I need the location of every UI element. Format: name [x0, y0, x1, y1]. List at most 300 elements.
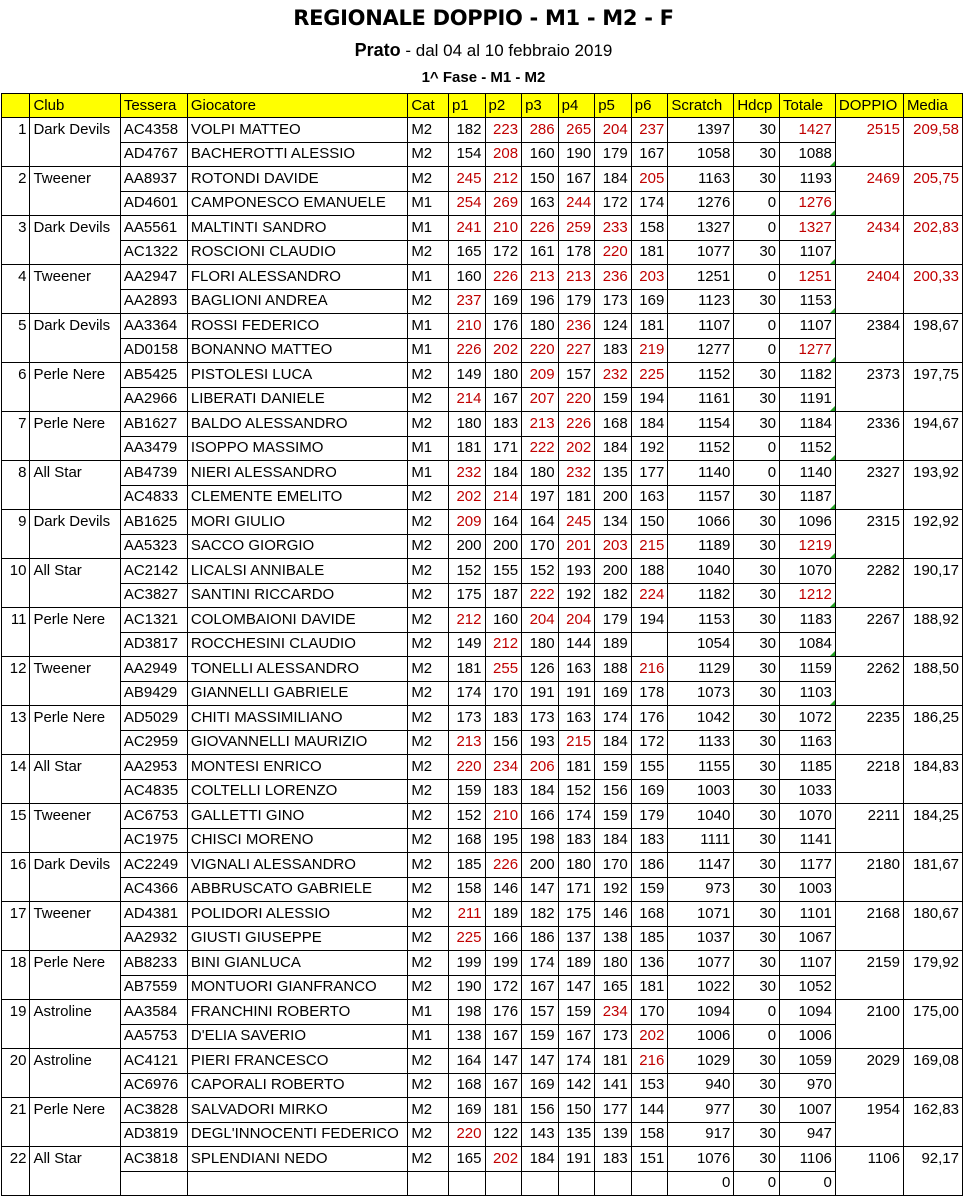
- header-doppio: DOPPIO: [835, 94, 903, 118]
- game-score-p5: 174: [595, 706, 632, 731]
- game-score-p1: 152: [448, 559, 485, 584]
- player-category: M2: [408, 510, 449, 535]
- team-media: [903, 1073, 962, 1098]
- game-score-p1: 164: [448, 1049, 485, 1074]
- player-totale: 1427: [780, 118, 836, 143]
- game-score-p6: 181: [631, 240, 668, 265]
- player-scratch: 1152: [668, 363, 734, 388]
- game-score-p2: 226: [485, 265, 522, 290]
- player-totale: 1184: [780, 412, 836, 437]
- team-media: 198,67: [903, 314, 962, 339]
- player-name: BACHEROTTI ALESSIO: [187, 142, 407, 167]
- game-score-p6: 205: [631, 167, 668, 192]
- game-score-p1: 169: [448, 1098, 485, 1123]
- player-totale: 1070: [780, 559, 836, 584]
- game-score-p1: 232: [448, 461, 485, 486]
- team-rank: 19: [2, 1000, 30, 1025]
- team-club: Perle Nere: [30, 412, 120, 437]
- player-totale: 1152: [780, 436, 836, 461]
- player-name: CAMPONESCO EMANUELE: [187, 191, 407, 216]
- game-score-p6: 202: [631, 1024, 668, 1049]
- game-score-p3: 166: [522, 804, 559, 829]
- game-score-p4: 220: [558, 387, 595, 412]
- table-row: [2, 706, 963, 731]
- team-rank: 8: [2, 461, 30, 486]
- player-hdcp: 0: [734, 216, 780, 241]
- player-totale: 1107: [780, 240, 836, 265]
- team-media: 179,92: [903, 951, 962, 976]
- player-tessera: AC3828: [120, 1098, 187, 1123]
- player-tessera: AC2249: [120, 853, 187, 878]
- player-totale: 1153: [780, 289, 836, 314]
- team-rank: [2, 534, 30, 559]
- player-category: M2: [408, 559, 449, 584]
- table-row: [2, 853, 963, 878]
- game-score-p1: 209: [448, 510, 485, 535]
- game-score-p5: 179: [595, 608, 632, 633]
- player-tessera: AB5425: [120, 363, 187, 388]
- team-rank: 21: [2, 1098, 30, 1123]
- game-score-p5: 184: [595, 828, 632, 853]
- player-hdcp: 0: [734, 265, 780, 290]
- game-score-p1: 159: [448, 779, 485, 804]
- player-scratch: 1276: [668, 191, 734, 216]
- game-score-p6: 150: [631, 510, 668, 535]
- player-category: M2: [408, 534, 449, 559]
- team-rank: [2, 1171, 30, 1196]
- player-tessera: AC4358: [120, 118, 187, 143]
- game-score-p1: 154: [448, 142, 485, 167]
- player-category: M2: [408, 1049, 449, 1074]
- header-rank: [2, 94, 30, 118]
- game-score-p4: 163: [558, 706, 595, 731]
- game-score-p4: 191: [558, 1147, 595, 1172]
- game-score-p2: 172: [485, 975, 522, 1000]
- player-name: VIGNALI ALESSANDRO: [187, 853, 407, 878]
- team-media: [903, 1171, 962, 1196]
- player-name: POLIDORI ALESSIO: [187, 902, 407, 927]
- game-score-p3: 180: [522, 461, 559, 486]
- player-totale: 1193: [780, 167, 836, 192]
- game-score-p3: 213: [522, 412, 559, 437]
- game-score-p4: 259: [558, 216, 595, 241]
- game-score-p2: 147: [485, 1049, 522, 1074]
- player-hdcp: 30: [734, 681, 780, 706]
- team-club: [30, 632, 120, 657]
- team-club: All Star: [30, 755, 120, 780]
- game-score-p1: 214: [448, 387, 485, 412]
- team-doppio: 2168: [835, 902, 903, 927]
- game-score-p6: [631, 632, 668, 657]
- game-score-p1: 220: [448, 1122, 485, 1147]
- player-hdcp: 0: [734, 436, 780, 461]
- player-category: M2: [408, 681, 449, 706]
- header-p1: p1: [448, 94, 485, 118]
- player-scratch: 1071: [668, 902, 734, 927]
- game-score-p4: 236: [558, 314, 595, 339]
- player-scratch: 1129: [668, 657, 734, 682]
- player-category: M2: [408, 289, 449, 314]
- player-tessera: AC6753: [120, 804, 187, 829]
- player-totale: 1277: [780, 338, 836, 363]
- game-score-p3: 186: [522, 926, 559, 951]
- team-doppio: 2336: [835, 412, 903, 437]
- team-club: [30, 338, 120, 363]
- player-category: M2: [408, 240, 449, 265]
- player-name: LIBERATI DANIELE: [187, 387, 407, 412]
- team-doppio: [835, 632, 903, 657]
- team-media: [903, 583, 962, 608]
- team-rank: 22: [2, 1147, 30, 1172]
- player-name: BONANNO MATTEO: [187, 338, 407, 363]
- game-score-p6: 219: [631, 338, 668, 363]
- game-score-p6: 174: [631, 191, 668, 216]
- table-row: [2, 314, 963, 339]
- team-media: [903, 828, 962, 853]
- game-score-p4: 201: [558, 534, 595, 559]
- player-tessera: AC2142: [120, 559, 187, 584]
- player-name: SPLENDIANI NEDO: [187, 1147, 407, 1172]
- team-doppio: [835, 681, 903, 706]
- game-score-p5: 173: [595, 289, 632, 314]
- team-doppio: 2218: [835, 755, 903, 780]
- team-club: All Star: [30, 559, 120, 584]
- player-totale: 1006: [780, 1024, 836, 1049]
- team-doppio: 2180: [835, 853, 903, 878]
- game-score-p2: 234: [485, 755, 522, 780]
- game-score-p5: 189: [595, 632, 632, 657]
- player-scratch: 1058: [668, 142, 734, 167]
- team-club: [30, 485, 120, 510]
- game-score-p5: 173: [595, 1024, 632, 1049]
- game-score-p4: 180: [558, 853, 595, 878]
- team-club: Dark Devils: [30, 853, 120, 878]
- team-media: 181,67: [903, 853, 962, 878]
- player-hdcp: 30: [734, 1049, 780, 1074]
- team-media: [903, 975, 962, 1000]
- team-doppio: 2404: [835, 265, 903, 290]
- player-hdcp: 0: [734, 314, 780, 339]
- game-score-p4: 142: [558, 1073, 595, 1098]
- player-totale: 1072: [780, 706, 836, 731]
- team-doppio: 1106: [835, 1147, 903, 1172]
- player-scratch: 1073: [668, 681, 734, 706]
- player-name: SACCO GIORGIO: [187, 534, 407, 559]
- player-scratch: 1077: [668, 240, 734, 265]
- game-score-p5: 170: [595, 853, 632, 878]
- player-name: MONTUORI GIANFRANCO: [187, 975, 407, 1000]
- player-scratch: 1040: [668, 559, 734, 584]
- player-scratch: 0: [668, 1171, 734, 1196]
- game-score-p6: 176: [631, 706, 668, 731]
- game-score-p6: 155: [631, 755, 668, 780]
- table-row: [2, 902, 963, 927]
- game-score-p6: 159: [631, 877, 668, 902]
- team-doppio: [835, 534, 903, 559]
- team-club: [30, 975, 120, 1000]
- player-category: M2: [408, 657, 449, 682]
- game-score-p2: 214: [485, 485, 522, 510]
- game-score-p3: 209: [522, 363, 559, 388]
- player-totale: 1159: [780, 657, 836, 682]
- game-score-p2: 223: [485, 118, 522, 143]
- header-totale: Totale: [780, 94, 836, 118]
- team-doppio: [835, 338, 903, 363]
- player-tessera: AA2949: [120, 657, 187, 682]
- player-scratch: 1037: [668, 926, 734, 951]
- player-totale: 1067: [780, 926, 836, 951]
- game-score-p1: 245: [448, 167, 485, 192]
- game-score-p4: 265: [558, 118, 595, 143]
- team-media: 190,17: [903, 559, 962, 584]
- team-rank: 2: [2, 167, 30, 192]
- player-totale: 1059: [780, 1049, 836, 1074]
- player-tessera: AD5029: [120, 706, 187, 731]
- player-hdcp: 0: [734, 1171, 780, 1196]
- game-score-p3: 180: [522, 314, 559, 339]
- team-rank: 6: [2, 363, 30, 388]
- player-category: M1: [408, 265, 449, 290]
- team-doppio: 1954: [835, 1098, 903, 1123]
- player-tessera: AB1627: [120, 412, 187, 437]
- table-row: [2, 755, 963, 780]
- game-score-p2: 189: [485, 902, 522, 927]
- team-club: [30, 1024, 120, 1049]
- player-name: ROSSI FEDERICO: [187, 314, 407, 339]
- player-scratch: 1140: [668, 461, 734, 486]
- game-score-p2: 208: [485, 142, 522, 167]
- player-category: M2: [408, 583, 449, 608]
- game-score-p1: 168: [448, 1073, 485, 1098]
- table-row: [2, 510, 963, 535]
- player-name: SALVADORI MIRKO: [187, 1098, 407, 1123]
- team-doppio: [835, 779, 903, 804]
- game-score-p1: 212: [448, 608, 485, 633]
- team-doppio: [835, 142, 903, 167]
- game-score-p3: 164: [522, 510, 559, 535]
- player-scratch: 1157: [668, 485, 734, 510]
- team-media: [903, 240, 962, 265]
- game-score-p6: 188: [631, 559, 668, 584]
- game-score-p3: 174: [522, 951, 559, 976]
- game-score-p2: 170: [485, 681, 522, 706]
- player-scratch: 1066: [668, 510, 734, 535]
- team-media: 202,83: [903, 216, 962, 241]
- game-score-p6: 225: [631, 363, 668, 388]
- header-giocatore: Giocatore: [187, 94, 407, 118]
- table-row: [2, 338, 963, 363]
- game-score-p3: 226: [522, 216, 559, 241]
- player-scratch: 1107: [668, 314, 734, 339]
- table-row: [2, 1024, 963, 1049]
- player-hdcp: 30: [734, 632, 780, 657]
- game-score-p2: 210: [485, 216, 522, 241]
- table-row: [2, 1073, 963, 1098]
- table-row: [2, 191, 963, 216]
- team-club: Tweener: [30, 265, 120, 290]
- game-score-p3: 169: [522, 1073, 559, 1098]
- game-score-p4: 181: [558, 755, 595, 780]
- team-rank: 12: [2, 657, 30, 682]
- table-row: [2, 632, 963, 657]
- team-media: [903, 681, 962, 706]
- game-score-p3: 152: [522, 559, 559, 584]
- game-score-p4: 193: [558, 559, 595, 584]
- game-score-p1: 149: [448, 632, 485, 657]
- player-tessera: AC4833: [120, 485, 187, 510]
- team-rank: [2, 730, 30, 755]
- game-score-p1: 213: [448, 730, 485, 755]
- player-scratch: 940: [668, 1073, 734, 1098]
- player-totale: 1070: [780, 804, 836, 829]
- game-score-p4: 144: [558, 632, 595, 657]
- player-scratch: 917: [668, 1122, 734, 1147]
- team-club: Tweener: [30, 167, 120, 192]
- player-tessera: AA3584: [120, 1000, 187, 1025]
- player-tessera: AC4121: [120, 1049, 187, 1074]
- header-tessera: Tessera: [120, 94, 187, 118]
- player-tessera: AA5561: [120, 216, 187, 241]
- game-score-p1: 168: [448, 828, 485, 853]
- player-scratch: 1163: [668, 167, 734, 192]
- player-totale: 1003: [780, 877, 836, 902]
- player-category: [408, 1171, 449, 1196]
- player-tessera: AB7559: [120, 975, 187, 1000]
- game-score-p5: 159: [595, 755, 632, 780]
- team-media: 188,50: [903, 657, 962, 682]
- game-score-p5: 184: [595, 730, 632, 755]
- player-totale: 1182: [780, 363, 836, 388]
- game-score-p2: 202: [485, 1147, 522, 1172]
- team-club: Dark Devils: [30, 216, 120, 241]
- table-row: [2, 975, 963, 1000]
- game-score-p2: 199: [485, 951, 522, 976]
- team-media: [903, 730, 962, 755]
- game-score-p1: 165: [448, 1147, 485, 1172]
- game-score-p1: 237: [448, 289, 485, 314]
- player-scratch: 1029: [668, 1049, 734, 1074]
- player-hdcp: 0: [734, 1024, 780, 1049]
- player-name: MORI GIULIO: [187, 510, 407, 535]
- table-row: [2, 1147, 963, 1172]
- player-category: M2: [408, 387, 449, 412]
- player-totale: 0: [780, 1171, 836, 1196]
- player-name: CLEMENTE EMELITO: [187, 485, 407, 510]
- table-row: [2, 657, 963, 682]
- game-score-p2: 164: [485, 510, 522, 535]
- table-row: [2, 730, 963, 755]
- game-score-p4: 137: [558, 926, 595, 951]
- player-totale: 970: [780, 1073, 836, 1098]
- player-tessera: AC2959: [120, 730, 187, 755]
- game-score-p1: 149: [448, 363, 485, 388]
- team-media: [903, 289, 962, 314]
- game-score-p6: 158: [631, 216, 668, 241]
- game-score-p1: 138: [448, 1024, 485, 1049]
- player-category: M2: [408, 975, 449, 1000]
- game-score-p3: [522, 1171, 559, 1196]
- game-score-p5: 236: [595, 265, 632, 290]
- player-hdcp: 30: [734, 387, 780, 412]
- player-hdcp: 30: [734, 559, 780, 584]
- phase-label: 1^ Fase - M1 - M2: [421, 69, 546, 86]
- table-row: [2, 559, 963, 584]
- game-score-p3: 213: [522, 265, 559, 290]
- game-score-p5: 233: [595, 216, 632, 241]
- game-score-p4: 135: [558, 1122, 595, 1147]
- game-score-p3: 182: [522, 902, 559, 927]
- game-score-p3: 198: [522, 828, 559, 853]
- team-doppio: [835, 387, 903, 412]
- team-doppio: 2159: [835, 951, 903, 976]
- game-score-p2: 187: [485, 583, 522, 608]
- game-score-p3: 163: [522, 191, 559, 216]
- player-tessera: AD3819: [120, 1122, 187, 1147]
- game-score-p2: 183: [485, 779, 522, 804]
- results-table: [1, 93, 963, 1196]
- player-hdcp: 30: [734, 755, 780, 780]
- game-score-p4: 175: [558, 902, 595, 927]
- player-tessera: AA2953: [120, 755, 187, 780]
- player-name: D'ELIA SAVERIO: [187, 1024, 407, 1049]
- player-name: ROSCIONI CLAUDIO: [187, 240, 407, 265]
- game-score-p2: 167: [485, 1073, 522, 1098]
- player-category: M2: [408, 363, 449, 388]
- player-name: VOLPI MATTEO: [187, 118, 407, 143]
- player-hdcp: 30: [734, 412, 780, 437]
- player-totale: 1084: [780, 632, 836, 657]
- game-score-p1: 190: [448, 975, 485, 1000]
- header-p6: p6: [631, 94, 668, 118]
- game-score-p4: 244: [558, 191, 595, 216]
- table-row: [2, 485, 963, 510]
- game-score-p6: 177: [631, 461, 668, 486]
- team-media: [903, 436, 962, 461]
- game-score-p1: 174: [448, 681, 485, 706]
- player-name: TONELLI ALESSANDRO: [187, 657, 407, 682]
- game-score-p4: 232: [558, 461, 595, 486]
- team-doppio: [835, 1122, 903, 1147]
- player-hdcp: 30: [734, 975, 780, 1000]
- game-score-p4: 147: [558, 975, 595, 1000]
- player-scratch: 973: [668, 877, 734, 902]
- game-score-p4: 192: [558, 583, 595, 608]
- table-row: [2, 461, 963, 486]
- game-score-p5: 165: [595, 975, 632, 1000]
- team-rank: [2, 1073, 30, 1098]
- team-doppio: 2434: [835, 216, 903, 241]
- player-scratch: 1111: [668, 828, 734, 853]
- game-score-p5: 184: [595, 167, 632, 192]
- player-hdcp: 30: [734, 485, 780, 510]
- game-score-p5: 188: [595, 657, 632, 682]
- game-score-p2: 195: [485, 828, 522, 853]
- game-score-p4: 183: [558, 828, 595, 853]
- player-tessera: AA2947: [120, 265, 187, 290]
- game-score-p6: 172: [631, 730, 668, 755]
- game-score-p2: 166: [485, 926, 522, 951]
- player-category: M2: [408, 1073, 449, 1098]
- game-score-p1: 182: [448, 118, 485, 143]
- game-score-p2: 255: [485, 657, 522, 682]
- game-score-p5: 177: [595, 1098, 632, 1123]
- team-club: [30, 240, 120, 265]
- game-score-p4: 157: [558, 363, 595, 388]
- team-rank: 5: [2, 314, 30, 339]
- player-totale: 1251: [780, 265, 836, 290]
- team-media: 169,08: [903, 1049, 962, 1074]
- game-score-p1: 180: [448, 412, 485, 437]
